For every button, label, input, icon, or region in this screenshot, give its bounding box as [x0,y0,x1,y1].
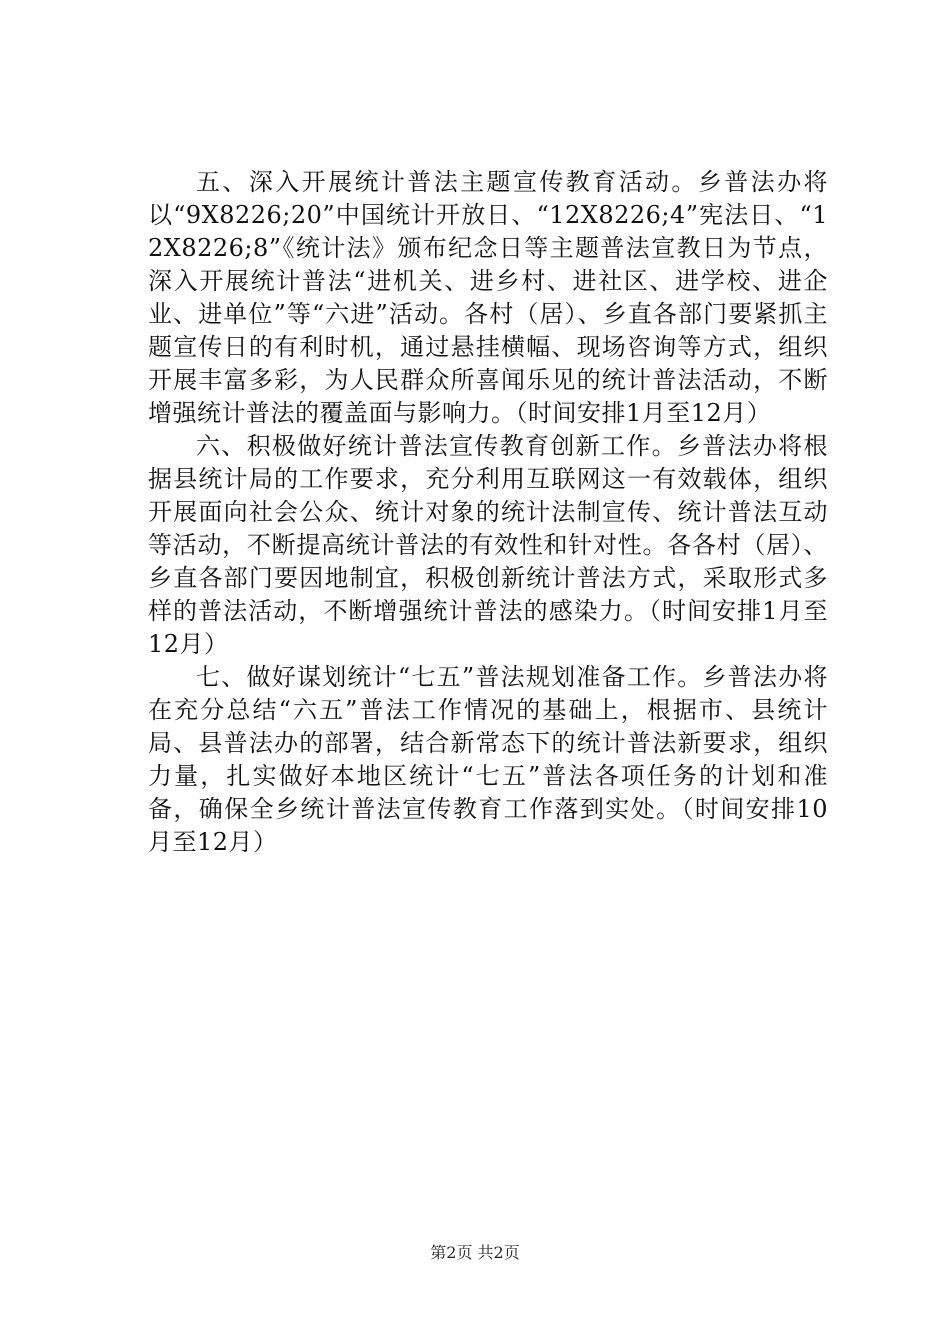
paragraph-seven: 七、做好谋划统计“七五”普法规划准备工作。乡普法办将在充分总结“六五”普法工作情况的基础上，根据市、县统计局、县普法办的部署，结合新常态下的统计普法新要求，组织力量，扎实做好本地区统计“七五”普法各项任务的计划和准备，确保全乡统计普法宣传教育工作落到实处。（时间安排10月至12月） [148,663,828,856]
page-number-footer: 第2页 共2页 [430,1243,520,1262]
paragraph-five: 五、深入开展统计普法主题宣传教育活动。乡普法办将以“9X8226;20”中国统计开放日、“12X8226;4”宪法日、“12X8226;8”《统计法》颁布纪念日等主题普法宣教日为节点，深入开展统计普法“进机关、进乡村、进社区、进学校、进企业、进单位”等“六进”活动。各村（居）、乡直各部门要紧抓主题宣传日的有利时机，通过悬挂横幅、现场咨询等方式，组织开展丰富多彩，为人民群众所喜闻乐见的统计普法活动，不断增强统计普法的覆盖面与影响力。（时间安排1月至12月） [148,168,828,427]
paragraph-six: 六、积极做好统计普法宣传教育创新工作。乡普法办将根据县统计局的工作要求，充分利用互联网这一有效载体，组织开展面向社会公众、统计对象的统计法制宣传、统计普法互动等活动，不断提高统计普法的有效性和针对性。各各村（居）、乡直各部门要因地制宜，积极创新统计普法方式，采取形式多样的普法活动，不断增强统计普法的感染力。（时间安排1月至12月） [148,432,828,658]
document-body [148,166,828,859]
